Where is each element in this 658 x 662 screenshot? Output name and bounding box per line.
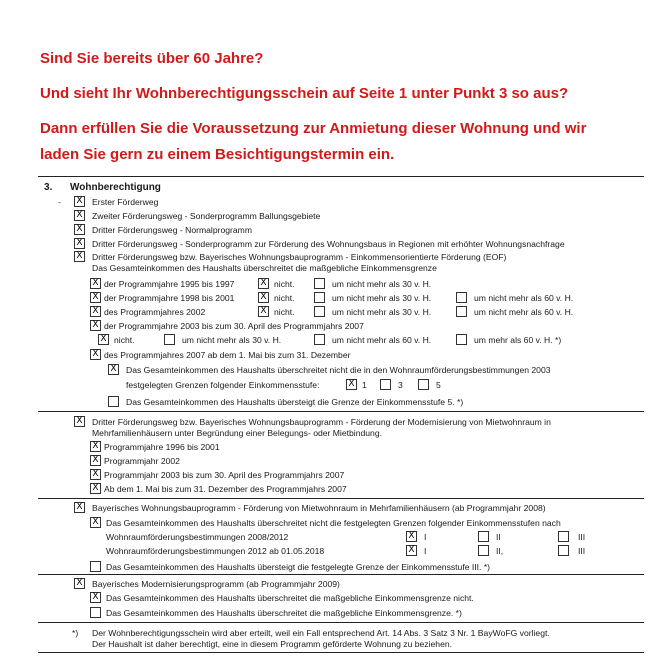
- checkbox-mod-2002[interactable]: X: [90, 455, 101, 466]
- checkbox-year-2002[interactable]: X: [90, 306, 101, 317]
- checkbox-2008-level-I[interactable]: X: [406, 531, 417, 542]
- label-2002-max30: um nicht mehr als 30 v. H.: [332, 307, 432, 317]
- label-eof-over-level5: Das Gesamteinkommen des Haushalts übersteigt die Grenze der Einkommensstufe 5. *): [126, 397, 464, 407]
- label-eof-income-level: festgelegten Grenzen folgender Einkommensstufe:: [126, 380, 320, 390]
- checkbox-2012-level-II[interactable]: [478, 545, 489, 556]
- checkbox-bavarian-program[interactable]: X: [74, 502, 85, 513]
- label-years-2003: der Programmjahre 2003 bis zum 30. April des Programmjahrs 2007: [104, 321, 364, 331]
- label-eof: Dritter Förderungsweg bzw. Bayerisches Wohnungsbauprogramm - Einkommensorientierte Förderung (EOF): [92, 252, 507, 262]
- checkbox-2003-not[interactable]: X: [98, 334, 109, 345]
- label-level-3: 3: [398, 380, 403, 390]
- label-wfb-2008: Wohnraumförderungsbestimmungen 2008/2012: [106, 532, 289, 542]
- label-2002-max60: um nicht mehr als 60 v. H.: [474, 307, 574, 317]
- label-1995-not: nicht.: [274, 279, 295, 289]
- checkbox-2012-level-I[interactable]: X: [406, 545, 417, 556]
- section-number: 3.: [44, 182, 53, 193]
- label-2003-not: nicht.: [114, 335, 135, 345]
- label-2003-max60: um nicht mehr als 60 v. H.: [332, 335, 432, 345]
- footnote-line1: Der Wohnberechtigungsschein wird aber erteilt, weil ein Fall entsprechend Art. 14 Abs. 3 Satz 3 Nr. 1 BayWoFG vorliegt.: [92, 628, 550, 638]
- rule-bavarian-program: [38, 498, 644, 499]
- label-third-special: Dritter Förderungsweg - Sonderprogramm zur Förderung des Wohnungsbaus in Regionen mit erhöhter Wohnungsnachfrage: [92, 239, 565, 249]
- checkbox-year-2007[interactable]: X: [90, 349, 101, 360]
- checkbox-1998-not[interactable]: X: [258, 292, 269, 303]
- label-bw-over-level3: Das Gesamteinkommen des Haushalts übersteigt die festgelegte Grenze der Einkommensstufe III. *): [106, 562, 491, 572]
- label-first-funding-path: Erster Förderweg: [92, 197, 159, 207]
- checkbox-level-3[interactable]: [380, 379, 391, 390]
- label-eof-income-note: Das Gesamteinkommen des Haushalts überschreitet die maßgebliche Einkommensgrenze: [92, 263, 437, 273]
- checkbox-third-normal[interactable]: X: [74, 224, 85, 235]
- label-2002-not: nicht.: [274, 307, 295, 317]
- label-level-1: 1: [362, 380, 367, 390]
- checkbox-2012-level-III[interactable]: [558, 545, 569, 556]
- checkbox-2003-max30[interactable]: [164, 334, 175, 345]
- checkbox-mod-2007[interactable]: X: [90, 483, 101, 494]
- checkbox-mod-2003[interactable]: X: [90, 469, 101, 480]
- label-mod-2002: Programmjahr 2002: [104, 456, 180, 466]
- checkbox-2002-not[interactable]: X: [258, 306, 269, 317]
- checkbox-mod09-within-limit[interactable]: X: [90, 592, 101, 603]
- label-modernisation-cont: Mehrfamilienhäusern unter Begründung einer Belegungs- oder Mietbindung.: [92, 428, 382, 438]
- section-bottom-rule: [38, 652, 644, 653]
- checkbox-2003-max60[interactable]: [314, 334, 325, 345]
- checkbox-1995-not[interactable]: X: [258, 278, 269, 289]
- checkbox-level-1[interactable]: X: [346, 379, 357, 390]
- checkbox-eof-over-level5[interactable]: [108, 396, 119, 407]
- label-wfb-2012: Wohnraumförderungsbestimmungen 2012 ab 01.05.2018: [106, 546, 325, 556]
- intro-statement-line1: Dann erfüllen Sie die Voraussetzung zur Anmietung dieser Wohnung und wir: [40, 120, 587, 137]
- label-2012-level-II: II,: [496, 546, 504, 556]
- label-level-5: 5: [436, 380, 441, 390]
- label-1998-max60: um nicht mehr als 60 v. H.: [474, 293, 574, 303]
- label-2012-level-III: III: [578, 546, 586, 556]
- label-bavarian-program: Bayerisches Wohnungsbauprogramm - Förderung von Mietwohnraum in Mehrfamilienhäusern (ab Programmjahr 2008): [92, 503, 546, 513]
- label-mod09-over-limit: Das Gesamteinkommen des Haushalts überschreitet die maßgebliche Einkommensgrenze. *): [106, 608, 462, 618]
- intro-question-certificate: Und sieht Ihr Wohnberechtigungsschein auf Seite 1 unter Punkt 3 so aus?: [40, 85, 569, 102]
- rule-modernisation-2009: [38, 574, 644, 575]
- checkbox-third-special[interactable]: X: [74, 238, 85, 249]
- checkbox-first-funding-path[interactable]: X: [74, 196, 85, 207]
- checkbox-2003-more60[interactable]: [456, 334, 467, 345]
- rule-modernisation: [38, 411, 644, 412]
- label-2012-level-I: I: [424, 546, 427, 556]
- checkbox-years-1995[interactable]: X: [90, 278, 101, 289]
- label-2008-level-I: I: [424, 532, 427, 542]
- label-1998-not: nicht.: [274, 293, 295, 303]
- checkbox-mod09-over-limit[interactable]: [90, 607, 101, 618]
- label-mod-2007: Ab dem 1. Mai bis zum 31. Dezember des Programmjahrs 2007: [104, 484, 347, 494]
- checkbox-mod-1996[interactable]: X: [90, 441, 101, 452]
- section-title: Wohnberechtigung: [70, 182, 161, 193]
- checkbox-2008-level-III[interactable]: [558, 531, 569, 542]
- section-top-rule: [38, 176, 644, 177]
- checkbox-modernisation-2009[interactable]: X: [74, 578, 85, 589]
- checkbox-bw-over-level3[interactable]: [90, 561, 101, 572]
- dash-marker: -: [58, 197, 61, 207]
- checkbox-1998-max60[interactable]: [456, 292, 467, 303]
- label-modernisation-2009: Bayerisches Modernisierungsprogramm (ab Programmjahr 2009): [92, 579, 340, 589]
- checkbox-years-2003[interactable]: X: [90, 320, 101, 331]
- label-year-2007: des Programmjahres 2007 ab dem 1. Mai bis zum 31. Dezember: [104, 350, 351, 360]
- checkbox-eof[interactable]: X: [74, 251, 85, 262]
- label-2003-max30: um nicht mehr als 30 v. H.: [182, 335, 282, 345]
- certificate-form-section: [38, 176, 644, 656]
- label-modernisation: Dritter Förderungsweg bzw. Bayerisches Wohnungsbauprogramm - Förderung der Modernisierung von Mietwohnraum in: [92, 417, 551, 427]
- label-third-normal: Dritter Förderungsweg - Normalprogramm: [92, 225, 252, 235]
- checkbox-years-1998[interactable]: X: [90, 292, 101, 303]
- label-years-1995: der Programmjahre 1995 bis 1997: [104, 279, 235, 289]
- label-2008-level-II: II: [496, 532, 501, 542]
- checkbox-2008-level-II[interactable]: [478, 531, 489, 542]
- checkbox-2002-max60[interactable]: [456, 306, 467, 317]
- footnote-marker: *): [72, 628, 79, 638]
- checkbox-level-5[interactable]: [418, 379, 429, 390]
- label-years-1998: der Programmjahre 1998 bis 2001: [104, 293, 235, 303]
- label-second-funding-path: Zweiter Förderungsweg - Sonderprogramm Ballungsgebiete: [92, 211, 321, 221]
- checkbox-1998-max30[interactable]: [314, 292, 325, 303]
- label-1995-max30: um nicht mehr als 30 v. H.: [332, 279, 432, 289]
- checkbox-1995-max30[interactable]: [314, 278, 325, 289]
- label-1998-max30: um nicht mehr als 30 v. H.: [332, 293, 432, 303]
- label-mod09-within-limit: Das Gesamteinkommen des Haushalts überschreitet die maßgebliche Einkommensgrenze nicht.: [106, 593, 474, 603]
- checkbox-2002-max30[interactable]: [314, 306, 325, 317]
- intro-statement-line2: laden Sie gern zu einem Besichtigungstermin ein.: [40, 146, 395, 163]
- checkbox-second-funding-path[interactable]: X: [74, 210, 85, 221]
- label-mod-2003: Programmjahr 2003 bis zum 30. April des Programmjahrs 2007: [104, 470, 345, 480]
- checkbox-modernisation[interactable]: X: [74, 416, 85, 427]
- label-2008-level-III: III: [578, 532, 586, 542]
- label-year-2002: des Programmjahres 2002: [104, 307, 206, 317]
- label-eof-within-limit: Das Gesamteinkommen des Haushalts überschreitet nicht die in den Wohnraumförderungsbestimmungen 2003: [126, 365, 551, 375]
- label-mod-1996: Programmjahre 1996 bis 2001: [104, 442, 220, 452]
- rule-footnote: [38, 622, 644, 623]
- label-bw-within-limit: Das Gesamteinkommen des Haushalts überschreitet nicht die festgelegten Grenzen folgender Einkommensstufen nach: [106, 518, 561, 528]
- checkbox-eof-within-limit[interactable]: X: [108, 364, 119, 375]
- intro-question-age: Sind Sie bereits über 60 Jahre?: [40, 50, 264, 67]
- label-2003-more60: um mehr als 60 v. H. *): [474, 335, 562, 345]
- checkbox-bw-within-limit[interactable]: X: [90, 517, 101, 528]
- footnote-line2: Der Haushalt ist daher berechtigt, eine in diesem Programm geförderte Wohnung zu beziehen.: [92, 639, 453, 649]
